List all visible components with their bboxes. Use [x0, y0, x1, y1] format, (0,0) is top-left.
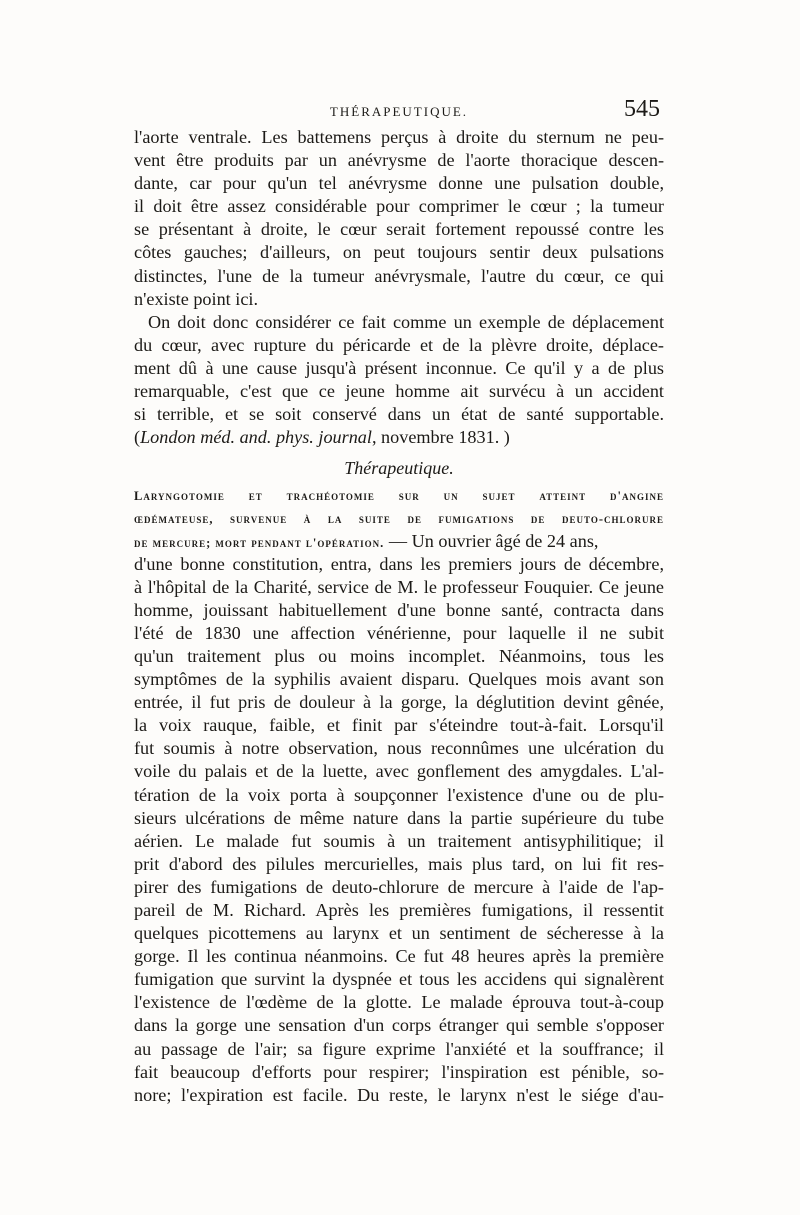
- text-line: la voix rauque, faible, et finit par s'éteindre tout-à-fait. Lorsqu'il: [134, 715, 664, 736]
- text-line: n'existe point ici.: [134, 288, 259, 309]
- text-line: au passage de l'air; sa figure exprime l'anxiété et la souffrance; il: [134, 1038, 664, 1059]
- text-line: d'une bonne constitution, entra, dans les premiers jours de décembre,: [134, 553, 664, 574]
- running-head: [134, 96, 664, 126]
- text-line: quelques picottemens au larynx et un sentiment de sécheresse à la: [134, 923, 664, 944]
- text-line: remarquable, c'est que ce jeune homme ait survécu à un accident: [134, 381, 664, 402]
- text-line: l'existence de l'œdème de la glotte. Le malade éprouva tout-à-coup: [134, 992, 664, 1013]
- article-title-caps: œdémateuse, survenue à la suite de fumigations de deuto-chlorure: [134, 512, 664, 527]
- text-line: dans la gorge une sensation d'un corps étranger qui semble s'opposer: [134, 1015, 664, 1036]
- citation-line: [134, 426, 664, 449]
- paragraph-aorte: [134, 126, 664, 311]
- text-line: nore; l'expiration est facile. Du reste, le larynx n'est le siége d'au-: [134, 1084, 664, 1105]
- text-line: qu'un traitement plus ou moins incomplet. Néanmoins, tous les: [134, 645, 664, 666]
- section-heading: Thérapeutique.: [344, 458, 454, 479]
- text-line: gorge. Il les continua néanmoins. Ce fut 48 heures après la première: [134, 946, 664, 967]
- text-line: si terrible, et se soit conservé dans un état de santé supportable.: [134, 404, 664, 425]
- text-line: homme, jouissant habituellement d'une bonne santé, contracta dans: [134, 599, 664, 620]
- article-title-line: [134, 506, 664, 529]
- text-line: voile du palais et de la luette, avec gonflement des amygdales. L'al-: [134, 761, 664, 782]
- text-line: à l'hôpital de la Charité, service de M. le professeur Fouquier. Ce jeune: [134, 576, 664, 597]
- text-line: fut soumis à notre observation, nous reconnûmes une ulcération du: [134, 738, 664, 759]
- article-title-caps: Laryngotomie et trachéotomie sur un sujet atteint d'angine: [134, 489, 664, 504]
- running-title: THÉRAPEUTIQUE.: [329, 104, 469, 119]
- text-line: se présentant à droite, le cœur serait fortement repoussé contre les: [134, 219, 664, 240]
- page-number: 545: [624, 96, 660, 122]
- text-line: l'aorte ventrale. Les battemens perçus à droite du sternum ne peu-: [134, 127, 664, 147]
- article-title-line: [134, 483, 664, 506]
- text-line: symptômes de la syphilis avaient disparu. Quelques mois avant son: [134, 669, 664, 690]
- article-laryngotomie: [134, 483, 664, 1107]
- text-line: distinctes, l'une de la tumeur anévrysmale, l'autre du cœur, ce qui: [134, 265, 664, 286]
- text-line: dante, car pour qu'un tel anévrysme donne une pulsation double,: [134, 173, 664, 194]
- article-opening-text: — Un ouvrier âgé de 24 ans,: [384, 530, 599, 551]
- article-title-caps: de mercure; mort pendant l'opération.: [134, 535, 385, 550]
- text-line: aérien. Le malade fut soumis à un traitement antisyphilitique; il: [134, 830, 664, 851]
- text-line: pareil de M. Richard. Après les premières fumigations, il ressentit: [134, 900, 664, 920]
- citation-journal: London méd. and. phys. journal: [140, 427, 372, 448]
- text-line: il doit être assez considérable pour comprimer le cœur ; la tumeur: [134, 196, 664, 217]
- citation-date: , novembre 1831. ): [371, 427, 510, 448]
- text-line: fumigation que survint la dyspnée et tous les accidens qui signalèrent: [134, 969, 664, 990]
- text-block: [134, 96, 664, 1107]
- text-line: du cœur, avec rupture du péricarde et de la plèvre droite, déplace-: [134, 334, 664, 355]
- text-line: sieurs ulcérations de même nature dans la partie supérieure du tube: [134, 807, 664, 828]
- article-title-line: [134, 530, 664, 553]
- text-line: entrée, il fut pris de douleur à la gorge, la déglutition devint gênée,: [134, 692, 664, 713]
- citation-paren: (: [134, 427, 141, 448]
- text-line: vent être produits par un anévrysme de l'aorte thoracique descen-: [134, 150, 664, 171]
- text-line: fait beaucoup d'efforts pour respirer; l'inspiration est pénible, so-: [134, 1061, 664, 1082]
- paragraph-deplacement: [134, 311, 664, 450]
- text-line: l'été de 1830 une affection vénérienne, pour laquelle il ne subit: [134, 622, 664, 643]
- text-line: ment dû à une cause jusqu'à présent inconnue. Ce qu'il y a de plus: [134, 357, 664, 378]
- text-line: prit d'abord des pilules mercurielles, mais plus tard, on lui fit res-: [134, 853, 664, 874]
- text-line: On doit donc considérer ce fait comme un exemple de déplacement: [148, 311, 664, 332]
- text-line: pirer des fumigations de deuto-chlorure de mercure à l'aide de l'ap-: [134, 876, 664, 897]
- text-line: tération de la voix porta à soupçonner l'existence d'une ou de plu-: [134, 784, 664, 805]
- text-line: côtes gauches; d'ailleurs, on peut toujours sentir deux pulsations: [134, 242, 664, 263]
